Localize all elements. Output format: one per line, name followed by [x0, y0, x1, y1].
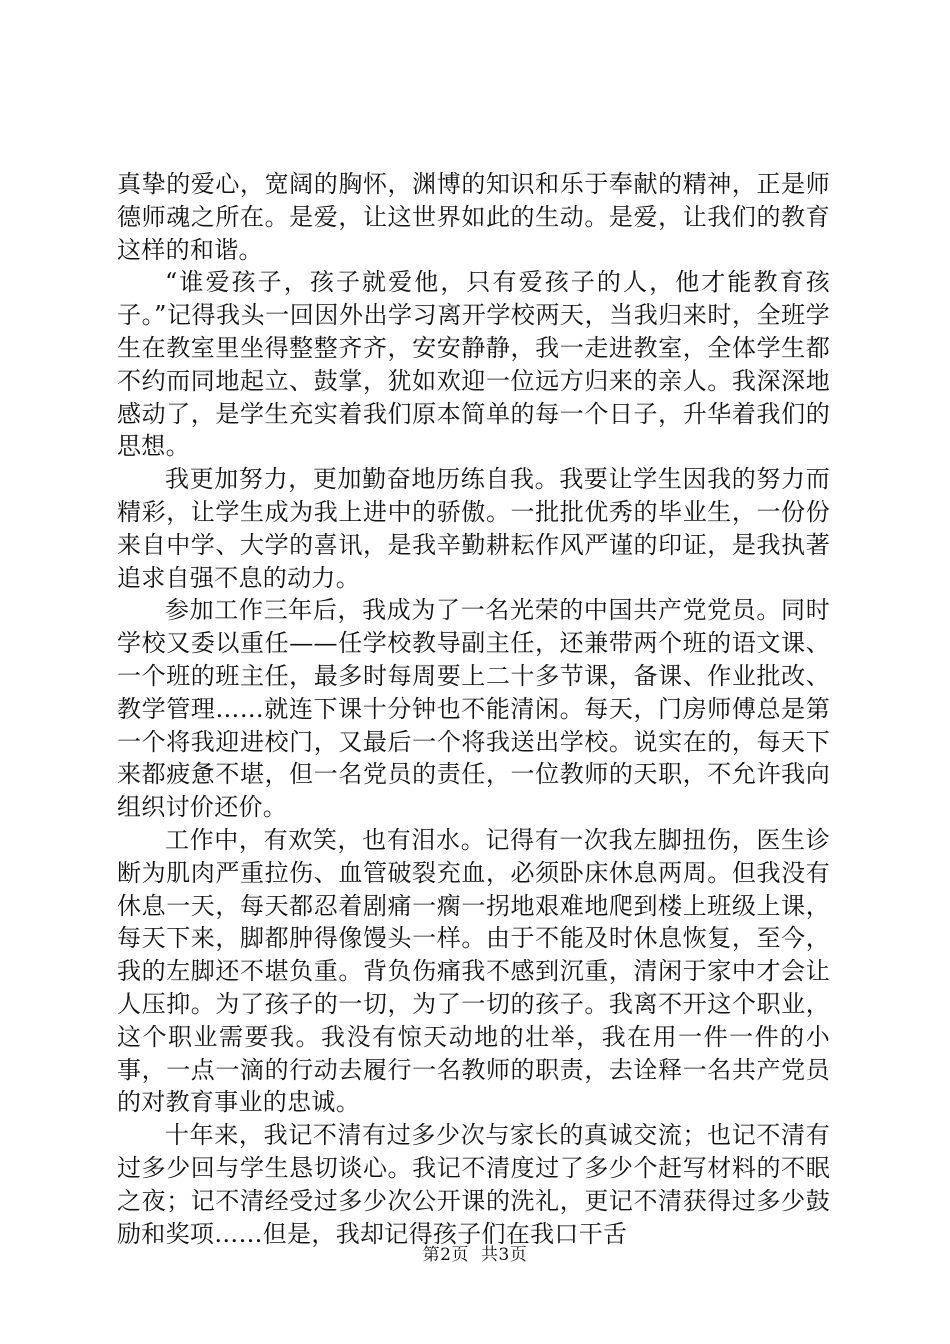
page-footer	[0, 1245, 950, 1265]
paragraph-3: 我更加努力，更加勤奋地历练自我。我要让学生因我的努力而精彩，让学生成为我上进中的骄傲。一批批优秀的毕业生，一份份来自中学、大学的喜讯，是我辛勤耕耘作风严谨的印证，是我执著追求自强不息的动力。	[117, 465, 830, 592]
page-number: 第2页	[422, 1245, 469, 1265]
paragraph-5: 工作中，有欢笑，也有泪水。记得有一次我左脚扭伤，医生诊断为肌肉严重拉伤、血管破裂充血，必须卧床休息两周。但我没有休息一天，每天都忍着剧痛一瘸一拐地艰难地爬到楼上班级上课，每天下来，脚都肿得像馒头一样。由于不能及时休息恢复，至今，我的左脚还不堪负重。背负伤痛我不感到沉重，清闲于家中才会让人压抑。为了孩子的一切，为了一切的孩子。我离不开这个职业，这个职业需要我。我没有惊天动地的壮举，我在用一件一件的小事，一点一滴的行动去履行一名教师的职责，去诠释一名共产党员的对教育事业的忠诚。	[117, 825, 830, 1117]
paragraph-2: “谁爱孩子，孩子就爱他，只有爱孩子的人，他才能教育孩子。”记得我头一回因外出学习离开学校两天，当我归来时，全班学生在教室里坐得整整齐齐，安安静静，我一走进教室，全体学生都不约而同地起立、鼓掌，犹如欢迎一位远方归来的亲人。我深深地感动了，是学生充实着我们原本简单的每一个日子，升华着我们的思想。	[117, 268, 830, 461]
paragraph-6: 十年来，我记不清有过多少次与家长的真诚交流；也记不清有过多少回与学生恳切谈心。我记不清度过了多少个赶写材料的不眠之夜；记不清经受过多少次公开课的洗礼，更记不清获得过多少鼓励和奖项……但是，我却记得孩子们在我口干舌	[117, 1121, 830, 1248]
page-total: 共3页	[481, 1245, 528, 1265]
paragraph-1: 真挚的爱心，宽阔的胸怀，渊博的知识和乐于奉献的精神，正是师德师魂之所在。是爱，让这世界如此的生动。是爱，让我们的教育这样的和谐。	[117, 170, 830, 264]
document-body	[117, 168, 830, 1250]
paragraph-4: 参加工作三年后，我成为了一名光荣的中国共产党党员。同时学校又委以重任——任学校教导副主任，还兼带两个班的语文课、一个班的班主任，最多时每周要上二十多节课，备课、作业批改、教学管理……就连下课十分钟也不能清闲。每天，门房师傅总是第一个将我迎进校门，又最后一个将我送出学校。说实在的，每天下来都疲惫不堪，但一名党员的责任，一位教师的天职，不允许我向组织讨价还价。	[117, 596, 830, 822]
